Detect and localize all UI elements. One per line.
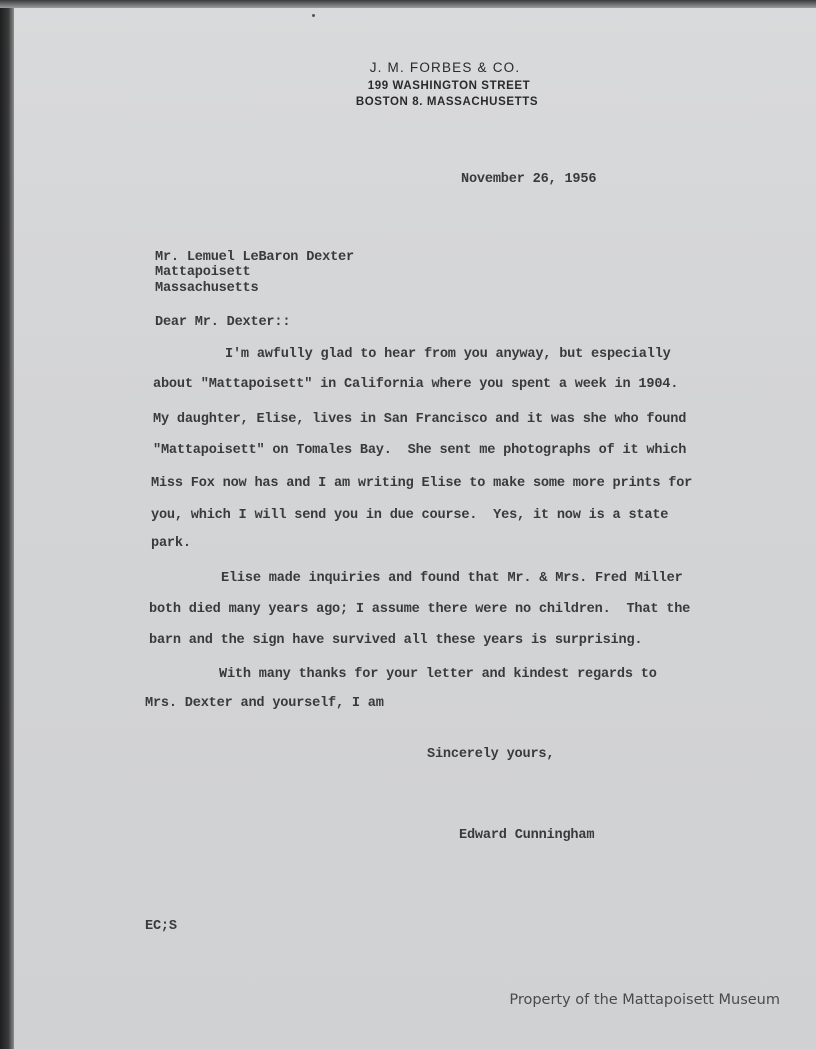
body-line: you, which I will send you in due course. Yes, it now is a state: [151, 508, 669, 523]
scan-edge-left: [0, 0, 14, 1049]
scan-edge-top: [0, 0, 816, 8]
body-line: My daughter, Elise, lives in San Francisco and it was she who found: [153, 412, 687, 427]
museum-watermark: Property of the Mattapoisett Museum: [509, 992, 780, 1008]
recipient-name: Mr. Lemuel LeBaron Dexter: [155, 250, 354, 265]
letterhead-company: J. M. FORBES & CO.: [369, 60, 521, 75]
ink-speck: [312, 14, 315, 17]
salutation: Dear Mr. Dexter::: [155, 315, 291, 330]
body-line: Elise made inquiries and found that Mr. & Mrs. Fred Miller: [221, 571, 683, 586]
signature-typed: Edward Cunningham: [459, 828, 595, 843]
body-line: "Mattapoisett" on Tomales Bay. She sent me photographs of it which: [153, 443, 687, 458]
body-line: Miss Fox now has and I am writing Elise to make some more prints for: [151, 476, 693, 491]
body-line: Mrs. Dexter and yourself, I am: [145, 696, 384, 711]
letterhead-city: BOSTON 8. MASSACHUSETTS: [355, 96, 539, 108]
body-line: both died many years ago; I assume there were no children. That the: [149, 602, 691, 617]
closing: Sincerely yours,: [427, 747, 555, 762]
body-line: park.: [151, 536, 191, 551]
body-line: about "Mattapoisett" in California where you spent a week in 1904.: [153, 377, 679, 392]
letter-page: [14, 0, 816, 1049]
body-line: With many thanks for your letter and kindest regards to: [219, 667, 657, 682]
body-line: barn and the sign have survived all these years is surprising.: [149, 633, 643, 648]
body-line: I'm awfully glad to hear from you anyway, but especially: [225, 347, 671, 362]
letter-date: November 26, 1956: [461, 172, 597, 187]
typist-initials: EC;S: [145, 919, 177, 934]
letterhead-street: 199 WASHINGTON STREET: [367, 80, 531, 92]
recipient-town: Mattapoisett: [155, 265, 251, 280]
recipient-state: Massachusetts: [155, 281, 259, 296]
